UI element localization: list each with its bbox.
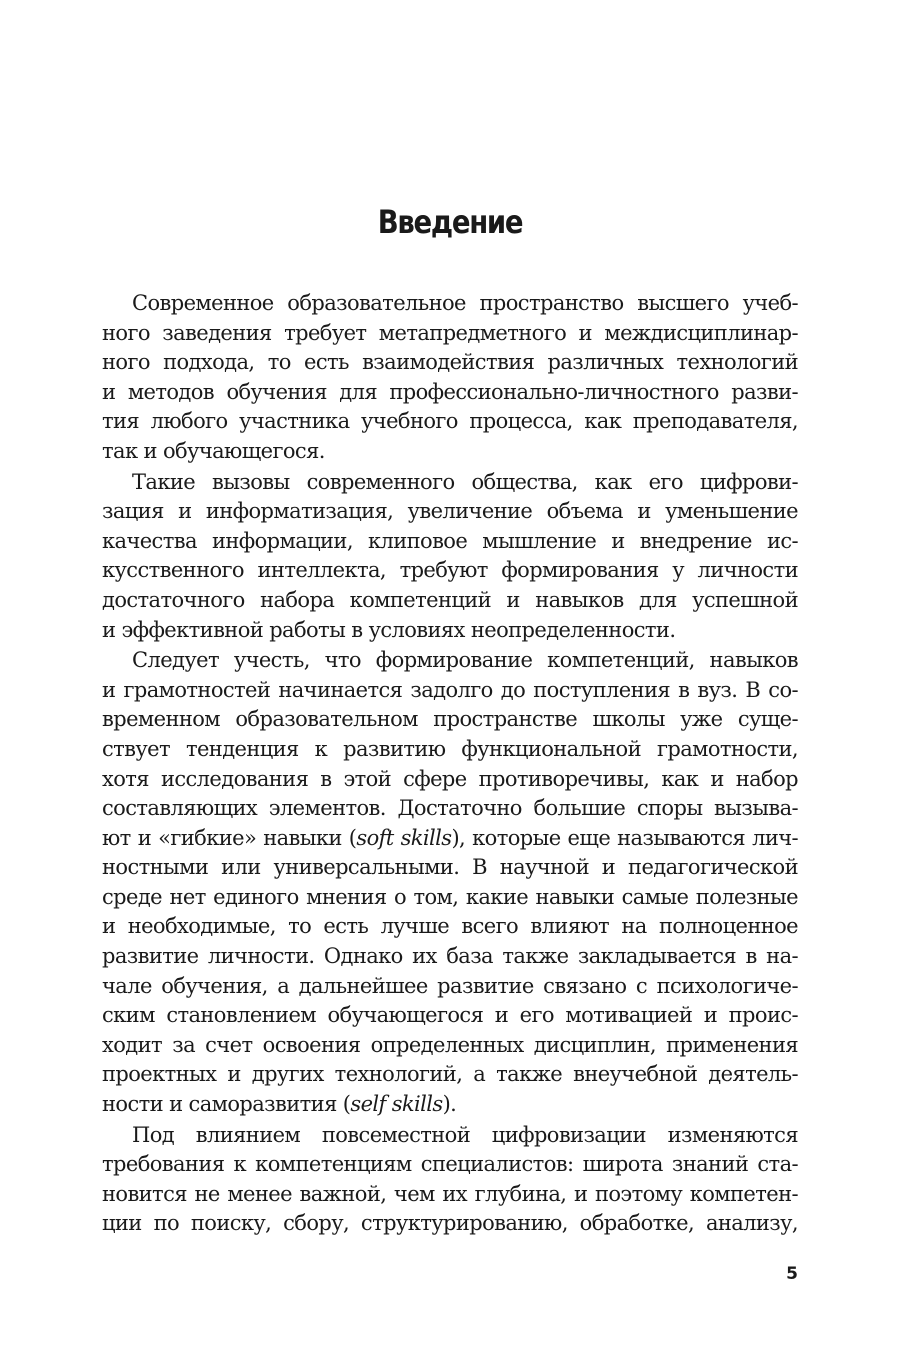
- text-line: хотя исследования в этой сфере противоречивы, как и набор: [102, 766, 798, 791]
- text-line: Современное образовательное пространство высшего учеб-: [132, 291, 798, 315]
- text-line: Под влиянием повсеместной цифровизации изменяются: [132, 1122, 798, 1147]
- text-line: зация и информатизация, увеличение объема и уменьшение: [102, 499, 798, 524]
- text-line: среде нет единого мнения о том, какие навыки самые полезные: [102, 884, 798, 909]
- text-line: достаточного набора компетенций и навыков для успешной: [102, 587, 798, 612]
- page-number: 5: [786, 1264, 798, 1284]
- text-line: ходит за счет освоения определенных дисциплин, применения: [102, 1032, 798, 1057]
- text-line: ции по поиску, сбору, структурированию, обработке, анализу,: [102, 1211, 798, 1236]
- text-line: и методов обучения для профессионально-личностного разви-: [102, 379, 798, 404]
- text-line: развитие личности. Однако их база также закладывается в на-: [102, 944, 798, 969]
- text-line: и эффективной работы в условиях неопределенности.: [102, 617, 676, 642]
- text-line: так и обучающегося.: [102, 438, 325, 463]
- text-line: чале обучения, а дальнейшее развитие связано с психологиче-: [102, 973, 798, 998]
- text-line: ским становлением обучающегося и его мотивацией и проис-: [102, 1003, 798, 1028]
- text-line: ного заведения требует метапредметного и междисциплинар-: [102, 320, 798, 345]
- text-line: ного подхода, то есть взаимодействия различных технологий: [102, 350, 798, 375]
- text-line: Такие вызовы современного общества, как его цифрови-: [132, 469, 798, 494]
- text-line: и необходимые, то есть лучше всего влияют на полноценное: [102, 914, 798, 939]
- body-text: [102, 289, 798, 1239]
- text-line: ют и «гибкие» навыки (soft skills), которые еще называются лич-: [102, 825, 799, 850]
- text-line: ствует тенденция к развитию функциональной грамотности,: [102, 736, 798, 761]
- chapter-title: Введение: [377, 203, 523, 241]
- paragraph: [102, 468, 798, 646]
- paragraph: [102, 289, 798, 467]
- text-line: требования к компетенциям специалистов: широта знаний ста-: [102, 1152, 798, 1177]
- text-line: качества информации, клиповое мышление и внедрение ис-: [102, 528, 798, 553]
- text-line: кусственного интеллекта, требуют формирования у личности: [102, 558, 798, 583]
- text-line: ности и саморазвития (self skills).: [102, 1092, 457, 1117]
- text-line: и грамотностей начинается задолго до поступления в вуз. В со-: [102, 677, 798, 702]
- text-line: составляющих элементов. Достаточно большие споры вызыва-: [102, 796, 798, 821]
- paragraph: [102, 1121, 798, 1239]
- text-line: временном образовательном пространстве школы уже суще-: [102, 707, 798, 732]
- text-line: Следует учесть, что формирование компетенций, навыков: [132, 648, 798, 673]
- text-line: новится не менее важной, чем их глубина, и поэтому компетен-: [102, 1181, 798, 1206]
- text-line: тия любого участника учебного процесса, как преподавателя,: [102, 409, 798, 434]
- paragraph: [102, 646, 798, 1120]
- text-line: проектных и других технологий, а также внеучебной деятель-: [102, 1062, 798, 1087]
- text-line: ностными или универсальными. В научной и педагогической: [102, 855, 798, 880]
